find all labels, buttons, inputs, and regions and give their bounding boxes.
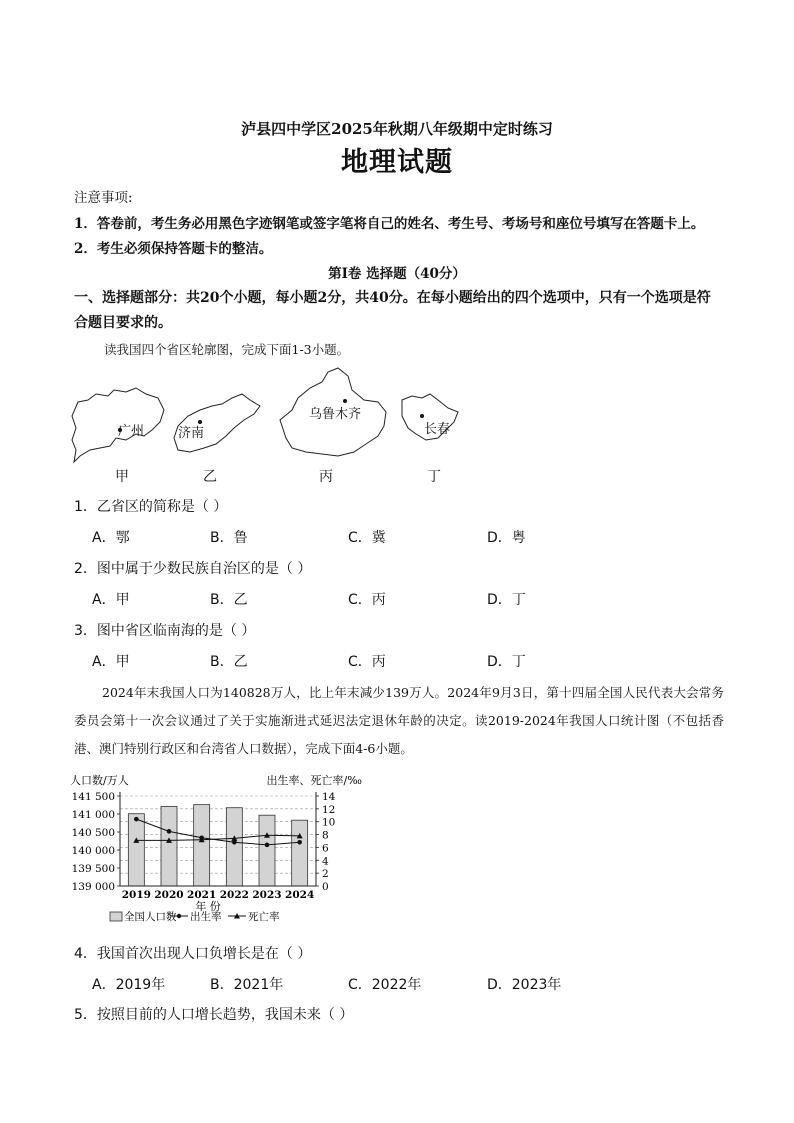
- chart-point-birth-rate: [297, 840, 302, 845]
- exam-subtitle: 泸县四中学区2025年秋期八年级期中定时练习: [241, 120, 553, 138]
- question-3-option-d[interactable]: D．丁: [487, 654, 526, 670]
- chart-ylabel-left: 人口数/万人: [70, 774, 129, 787]
- chart-tick-label-right: 10: [322, 816, 336, 829]
- chart-ylabel-right: 出生率、死亡率/‰: [266, 774, 362, 787]
- question-4-stem: 4．我国首次出现人口负增长是在（ ）: [74, 946, 312, 962]
- chart-tick-label-x: 2023: [252, 889, 282, 901]
- map-label-bing: 丙: [319, 469, 333, 485]
- question-4-option-d[interactable]: D．2023年: [487, 977, 562, 993]
- question-1-stem: 1．乙省区的简称是（ ）: [74, 499, 228, 515]
- chart-bar-population: [128, 814, 144, 886]
- question-5-stem: 5．按照目前的人口增长趋势，我国未来（ ）: [74, 1007, 354, 1023]
- chart-tick-label-left: 139 500: [71, 863, 115, 875]
- chart-tick-label-x: 2021: [187, 889, 217, 901]
- question-1-option-c[interactable]: C．冀: [348, 530, 386, 546]
- population-paragraph: 2024年末我国人口为140828万人，比上年末减少139万人。2024年9月3日，第十四届全国人民代表大会常务委员会第十一次会议通过了关于实施渐进式延迟法定退休年龄的决定。读2019-2024年我国人口统计图（不包括香港、澳门特别行政区和台湾省人口数据），完成下面4-6小题。: [74, 685, 724, 756]
- chart-tick-label-right: 14: [322, 791, 336, 803]
- chart-tick-label-x: 2024: [285, 889, 315, 901]
- map-label-ding: 丁: [427, 469, 441, 485]
- chart-bar-population: [194, 805, 210, 886]
- chart-tick-label-right: 2: [322, 868, 329, 881]
- question-2-option-d[interactable]: D．丁: [487, 592, 526, 608]
- question-2-option-c[interactable]: C．丙: [348, 592, 386, 608]
- chart-tick-label-left: 140 000: [71, 845, 115, 857]
- chart-bar-population: [161, 806, 177, 886]
- chart-point-birth-rate: [265, 843, 270, 848]
- map-intro: 读我国四个省区轮廓图，完成下面1-3小题。: [104, 342, 350, 357]
- chart-point-birth-rate: [134, 817, 139, 822]
- map-label-jia: 甲: [115, 469, 129, 485]
- chart-tick-label-right: 0: [322, 881, 329, 893]
- chart-point-birth-rate: [167, 829, 172, 834]
- question-3-option-b[interactable]: B．乙: [210, 654, 248, 670]
- part-instructions: 一、选择题部分：共20个小题，每小题2分，共40分。在每小题给出的四个选项中，只有一个选项是符合题目要求的。: [74, 290, 711, 331]
- notice-item-2: 2．考生必须保持答题卡的整洁。: [74, 241, 273, 257]
- population-chart: [66, 770, 366, 936]
- notice-heading: 注意事项:: [74, 190, 133, 206]
- chart-bar-population: [259, 815, 275, 886]
- chart-tick-label-x: 2022: [219, 889, 249, 901]
- chart-tick-label-left: 141 500: [71, 791, 115, 803]
- chart-legend-death-rate: 死亡率: [248, 911, 280, 923]
- chart-legend-birth-rate: 出生率: [190, 911, 222, 923]
- chart-legend-marker-birth-rate: [177, 914, 181, 918]
- chart-tick-label-left: 139 000: [71, 881, 115, 893]
- chart-legend-swatch-population: [110, 912, 122, 921]
- exam-title: 地理试题: [341, 147, 453, 178]
- question-4-option-a[interactable]: A．2019年: [92, 977, 166, 993]
- chart-tick-label-right: 4: [322, 855, 329, 868]
- question-1-option-b[interactable]: B．鲁: [210, 530, 248, 546]
- chart-tick-label-left: 141 000: [71, 809, 115, 821]
- map-city-changchun: 长春: [424, 422, 451, 437]
- chart-tick-label-x: 2020: [154, 889, 184, 901]
- question-3-stem: 3．图中省区临南海的是（ ）: [74, 623, 256, 639]
- chart-tick-label-x: 2019: [121, 889, 151, 901]
- chart-bar-population: [226, 808, 242, 886]
- chart-tick-label-left: 140 500: [71, 827, 115, 839]
- notice-item-1: 1．答卷前，考生务必用黑色字迹钢笔或签字笔将自己的姓名、考生号、考场号和座位号填写在答题卡上。: [74, 216, 705, 232]
- chart-xlabel: 年 份: [195, 900, 221, 913]
- map-city-guangzhou: 广州: [118, 424, 145, 439]
- chart-tick-label-right: 6: [322, 842, 329, 855]
- question-4-option-c[interactable]: C．2022年: [348, 977, 422, 993]
- question-1-option-a[interactable]: A．鄂: [92, 530, 130, 546]
- map-label-yi: 乙: [203, 469, 217, 485]
- question-2-stem: 2．图中属于少数民族自治区的是（ ）: [74, 561, 312, 577]
- question-2-option-b[interactable]: B．乙: [210, 592, 248, 608]
- map-city-urumqi: 乌鲁木齐: [309, 407, 362, 422]
- question-4-option-b[interactable]: B．2021年: [210, 977, 284, 993]
- chart-legend-population: 全国人口数: [124, 911, 177, 923]
- question-2-option-a[interactable]: A．甲: [92, 592, 130, 608]
- question-3-option-a[interactable]: A．甲: [92, 654, 130, 670]
- map-city-jinan: 济南: [178, 426, 205, 441]
- chart-tick-label-right: 12: [322, 803, 336, 816]
- chart-bar-population: [292, 820, 308, 886]
- section-title: 第Ⅰ卷 选择题（40分）: [328, 266, 466, 282]
- chart-tick-label-right: 8: [322, 829, 329, 842]
- question-3-option-c[interactable]: C．丙: [348, 654, 386, 670]
- question-1-option-d[interactable]: D．粤: [487, 530, 526, 546]
